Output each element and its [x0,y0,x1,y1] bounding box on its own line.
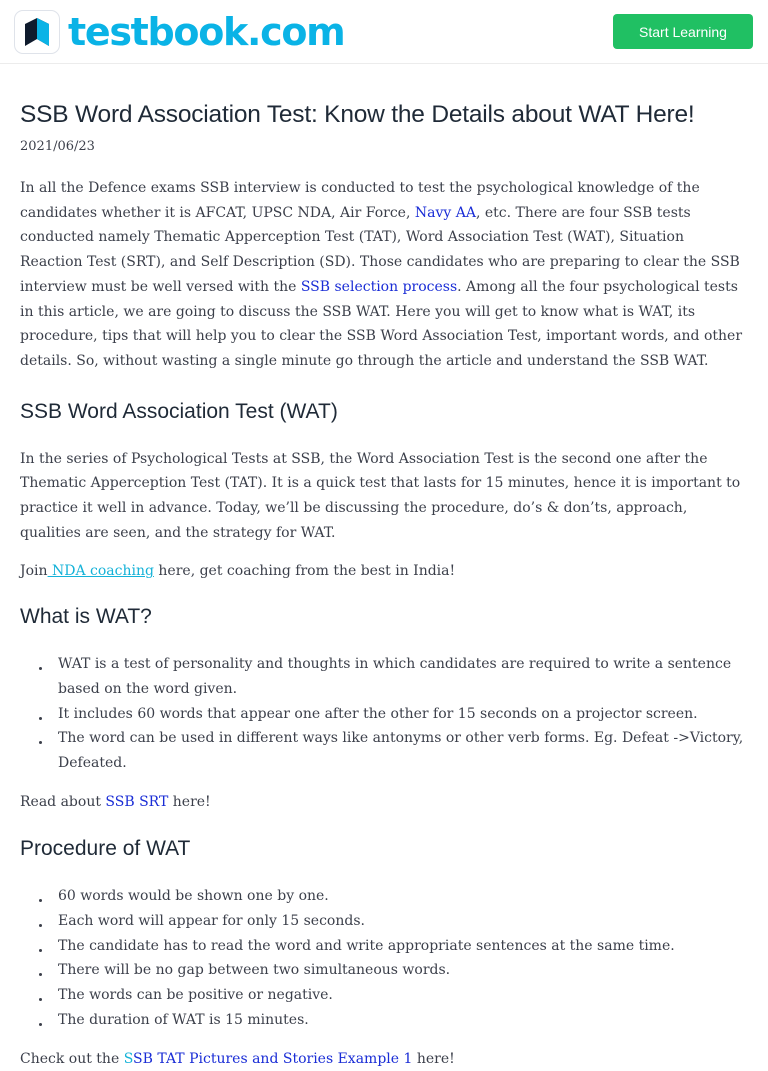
list-item: It includes 60 words that appear one after the other for 15 seconds on a projector screen. [20,702,748,727]
heading-ssb-wat: SSB Word Association Test (WAT) [20,399,338,423]
intro-text-1: In all the Defence exams SSB interview is conducted to test the psychological knowledge of the candidates whether it is AFCAT, UPSC NDA, Air Force, [20,180,700,221]
article [0,100,768,1071]
ssb-srt-link[interactable]: SSB SRT [105,793,169,810]
ssb-selection-process-link[interactable]: SSB selection process [300,278,458,295]
wat-paragraph: In the series of Psychological Tests at SSB, the Word Association Test is the second one after the Thematic Apperception Test (TAT). It is a quick test that lasts for 15 minutes, hence it is important to practice it well in advance. Today, we’ll be discussing the procedure, do’s & don’ts, approach, qualities are seen, and the strategy for WAT. [20,450,741,541]
intro-paragraph [20,176,748,374]
article-title: SSB Word Association Test: Know the Details about WAT Here! [20,101,695,128]
list-item: WAT is a test of personality and thoughts in which candidates are required to write a sentence based on the word given. [20,652,748,701]
heading-procedure-of-wat: Procedure of WAT [20,837,191,861]
join-text: Join [20,563,48,580]
list-item: Each word will appear for only 15 seconds. [20,909,748,934]
list-item: The words can be positive or negative. [20,983,748,1008]
site-header [0,0,768,64]
nda-coaching-link[interactable]: NDA coaching [47,563,154,580]
brand-name: testbook.com [68,9,345,54]
list-item: 60 words would be shown one by one. [20,884,748,909]
read-text: Read about [20,793,106,810]
article-date: 2021/06/23 [20,139,95,154]
check-out-paragraph [20,1047,748,1071]
ssb-tat-link-first-letter: S [123,1050,134,1067]
join-paragraph [20,559,748,584]
heading-what-is-wat: What is WAT? [20,605,152,629]
read-about-paragraph [20,790,748,815]
check-text: Check out the [20,1050,124,1067]
list-item: The word can be used in different ways like antonyms or other verb forms. Eg. Defeat ->Victory, Defeated. [20,726,748,775]
read-after-text: here! [168,793,211,810]
what-is-wat-list [20,652,748,776]
testbook-logo-icon [14,10,60,54]
intro-text-3: . Among all the four psychological tests in this article, we are going to discuss the SSB WAT. Here you will get to know what is WAT, its procedure, tips that will help you to clear the SSB Word Association Test, important words, and other details. So, without wasting a single minute go through the article and understand the SSB WAT. [20,278,743,369]
start-learning-button[interactable]: Start Learning [613,14,753,49]
procedure-list [20,884,748,1032]
intro-text-2: , etc. There are four SSB tests conducted namely Thematic Apperception Test (TAT), Word Association Test (WAT), Situation Reaction Test (SRT), and Self Description (SD). Those candidates who are preparing to clear the SSB interview must be well versed with the [20,204,740,295]
list-item: The duration of WAT is 15 minutes. [20,1008,748,1033]
check-after-text: here! [412,1050,455,1067]
brand-logo[interactable] [14,10,344,54]
ssb-tat-link-rest: SB TAT Pictures and Stories Example 1 [133,1050,413,1067]
join-after-text: here, get coaching from the best in India! [153,563,456,580]
list-item: There will be no gap between two simultaneous words. [20,958,748,983]
ssb-tat-pictures-link[interactable] [124,1051,413,1067]
navy-aa-link[interactable]: Navy AA [414,204,476,221]
list-item: The candidate has to read the word and write appropriate sentences at the same time. [20,934,748,959]
